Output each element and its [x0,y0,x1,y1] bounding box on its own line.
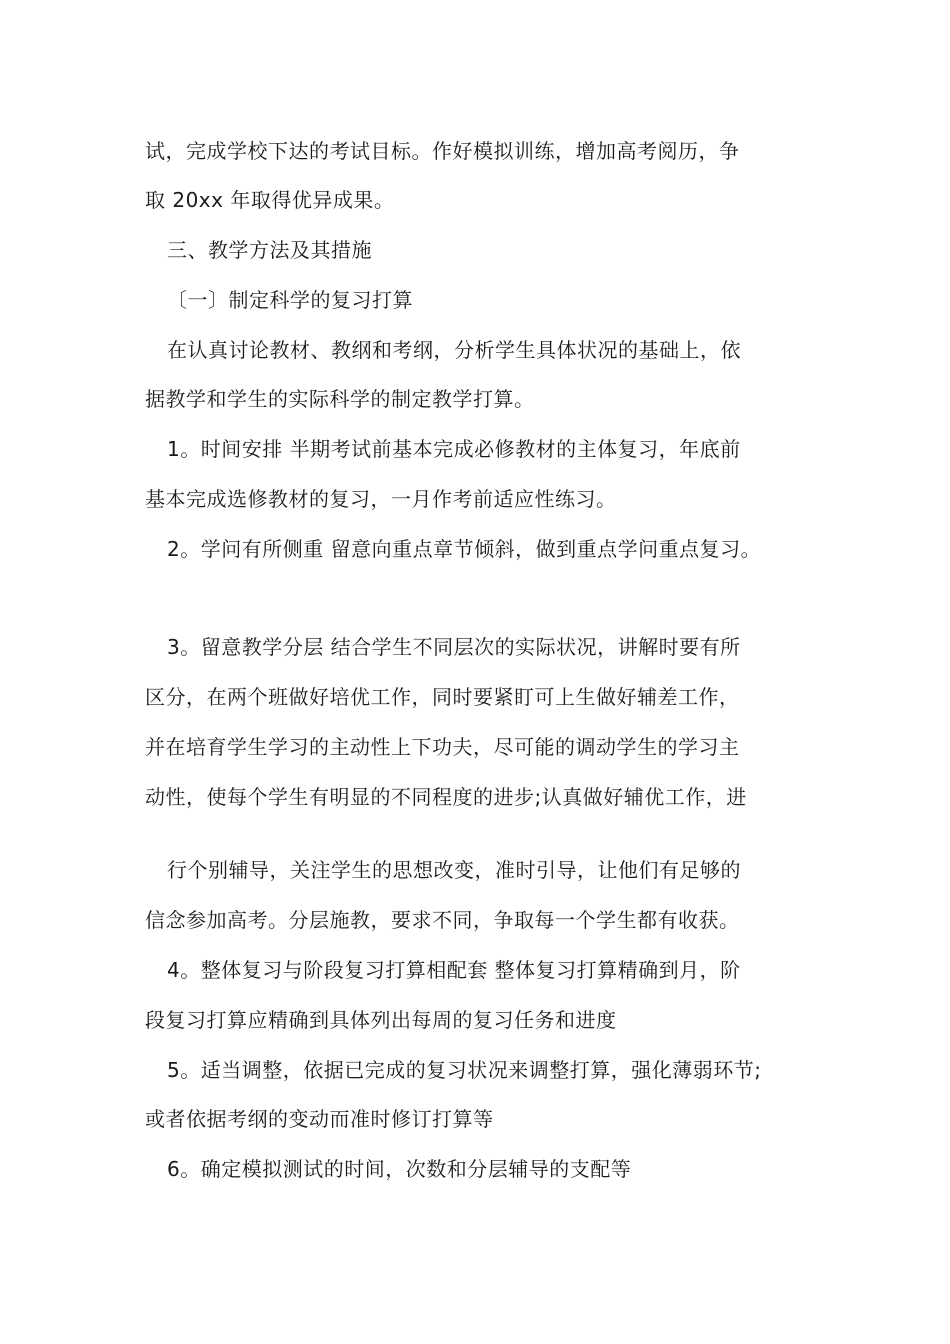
list-item-6: 6。确定模拟测试的时间，次数和分层辅导的支配等 [167,1157,632,1181]
section-heading: 三、教学方法及其措施 [167,238,372,262]
text-line: 动性，使每个学生有明显的不同程度的进步;认真做好辅优工作，进 [145,785,747,809]
list-item-4: 4。整体复习与阶段复习打算相配套 整体复习打算精确到月，阶 [167,958,741,982]
subsection-heading: 〔一〕制定科学的复习打算 [167,288,413,312]
text-line: 取 20xx 年取得优异成果。 [145,188,395,212]
text-line: 区分，在两个班做好培优工作，同时要紧盯可上生做好辅差工作， [145,685,740,709]
list-item-1: 1。时间安排 半期考试前基本完成必修教材的主体复习，年底前 [167,437,741,461]
text-line: 基本完成选修教材的复习，一月作考前适应性练习。 [145,487,617,511]
text-line: 在认真讨论教材、教纲和考纲，分析学生具体状况的基础上，依 [167,338,741,362]
text-line: 据教学和学生的实际科学的制定教学打算。 [145,387,535,411]
text-line: 或者依据考纲的变动而准时修订打算等 [145,1107,494,1131]
text-line: 并在培育学生学习的主动性上下功夫，尽可能的调动学生的学习主 [145,735,740,759]
text-line: 试，完成学校下达的考试目标。作好模拟训练，增加高考阅历，争 [145,139,740,163]
text-line: 信念参加高考。分层施教，要求不同，争取每一个学生都有收获。 [145,908,740,932]
text-line: 行个别辅导，关注学生的思想改变，准时引导，让他们有足够的 [167,858,741,882]
text-line: 段复习打算应精确到具体列出每周的复习任务和进度 [145,1008,617,1032]
list-item-2: 2。学问有所侧重 留意向重点章节倾斜，做到重点学问重点复习。 [167,537,762,561]
list-item-3: 3。留意教学分层 结合学生不同层次的实际状况，讲解时要有所 [167,635,741,659]
list-item-5: 5。适当调整，依据已完成的复习状况来调整打算，强化薄弱环节; [167,1058,762,1082]
